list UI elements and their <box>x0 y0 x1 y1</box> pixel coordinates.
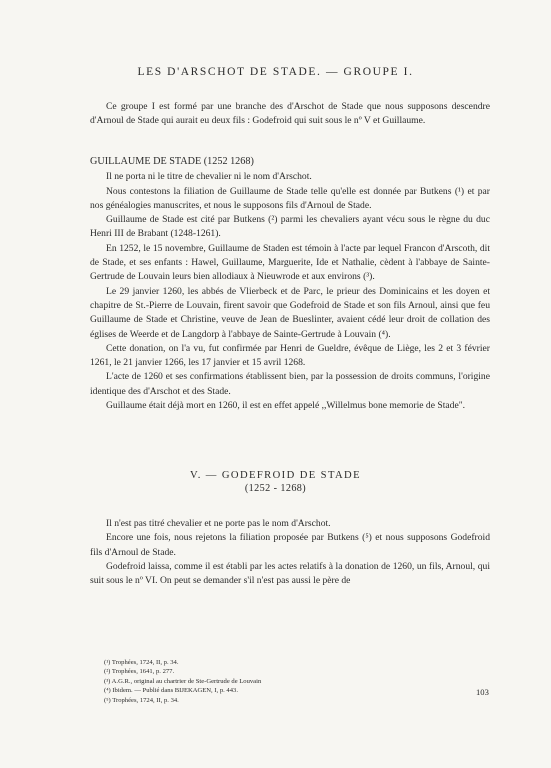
paragraph: Guillaume était déjà mort en 1260, il est en effet appelé ,,Willelmus bone memorie de Stade". <box>106 400 466 412</box>
intro-block <box>90 100 490 129</box>
paragraph: Encore une fois, nous rejetons la filiation proposée par Butkens (⁵) et nous supposons Godefroid fils d'Arnoul de Stade. <box>90 532 490 558</box>
section-heading-v <box>0 470 551 494</box>
footnote: (²) Trophées, 1641, p. 277. <box>104 668 175 676</box>
footnote: (³) A.G.R., original au chartrier de Ste-Gertrude de Louvain <box>104 677 262 685</box>
guillaume-title: GUILLAUME DE STADE (1252 1268) <box>90 156 254 167</box>
paragraph: L'acte de 1260 et ses confirmations établissent bien, par la possession de droits communs, l'origine identique des d'Arschot et des Stade. <box>90 371 490 397</box>
paragraph: Nous contestons la filiation de Guillaume de Stade telle qu'elle est donnée par Butkens (¹) et par nos généalogies manuscrites, et nous le supposons fils d'Arnoul de Stade. <box>90 185 490 211</box>
guillaume-section <box>90 155 490 413</box>
paragraph: Godefroid laissa, comme il est établi par les actes relatifs à la donation de 1260, un fils, Arnoul, qui suit sous le nº VI. On peut se demander s'il n'est pas aussi le père de <box>90 560 490 587</box>
paragraph: Guillaume de Stade est cité par Butkens (²) parmi les chevaliers ayant vécu sous le règne du duc Henri III de Brabant (1248-1261). <box>90 214 490 240</box>
footnote: (⁵) Trophées, 1724, II, p. 34. <box>104 696 179 704</box>
footnote: (⁴) Ibidem. — Publié dans BIJEKAGEN, I, p. 443. <box>104 687 238 695</box>
paragraph: Cette donation, on l'a vu, fut confirmée par Henri de Gueldre, évêque de Liège, les 2 et 3 février 1261, le 21 janvier 1266, les 17 janvier et 15 avril 1268. <box>90 342 490 369</box>
paragraph: En 1252, le 15 novembre, Guillaume de Staden est témoin à l'acte par lequel Francon d'Arscoth, dit de Stade, et ses enfants : Hawel, Guillaume, Marguerite, Ide et Nathalie, cèdent à l'abbaye de Sainte-Gertrude de Louvain leurs bien allodiaux à Nieuwrode et aux environs (³). <box>90 242 490 283</box>
footnotes <box>104 658 464 705</box>
paragraph: Il n'est pas titré chevalier et ne porte pas le nom d'Arschot. <box>106 518 331 529</box>
godefroid-section <box>90 517 490 588</box>
intro-paragraph: Ce groupe I est formé par une branche des d'Arschot de Stade que nous supposons descendre d'Arnoul de Stade qui aurait eu deux fils : Godefroid qui suit sous le nº V et Guillaume. <box>90 101 490 127</box>
page-number: 103 <box>476 687 489 697</box>
heading-v-title: V. — GODEFROID DE STADE <box>190 470 361 481</box>
paragraph: Il ne porta ni le titre de chevalier ni le nom d'Arschot. <box>106 171 312 183</box>
footnote: (¹) Trophées, 1724, II, p. 34. <box>104 659 179 666</box>
paragraph: Le 29 janvier 1260, les abbés de Vlierbeck et de Parc, le prieur des Dominicains et les doyen et chapitre de St.-Pierre de Louvain, firent savoir que Godefroid de Stade et son fils Arnoul, ainsi que feu Guillaume de Stade et Christine, veuve de Jean de Bueslinter, avaient cédé leur droit de collation des églises de Weerde et de Langdorp à l'abbaye de Sainte-Gertrude à Louvain (⁴). <box>90 285 490 340</box>
section-heading-groupe-i: LES D'ARSCHOT DE STADE. — GROUPE I. <box>137 66 414 78</box>
heading-v-dates: (1252 - 1268) <box>244 483 307 494</box>
